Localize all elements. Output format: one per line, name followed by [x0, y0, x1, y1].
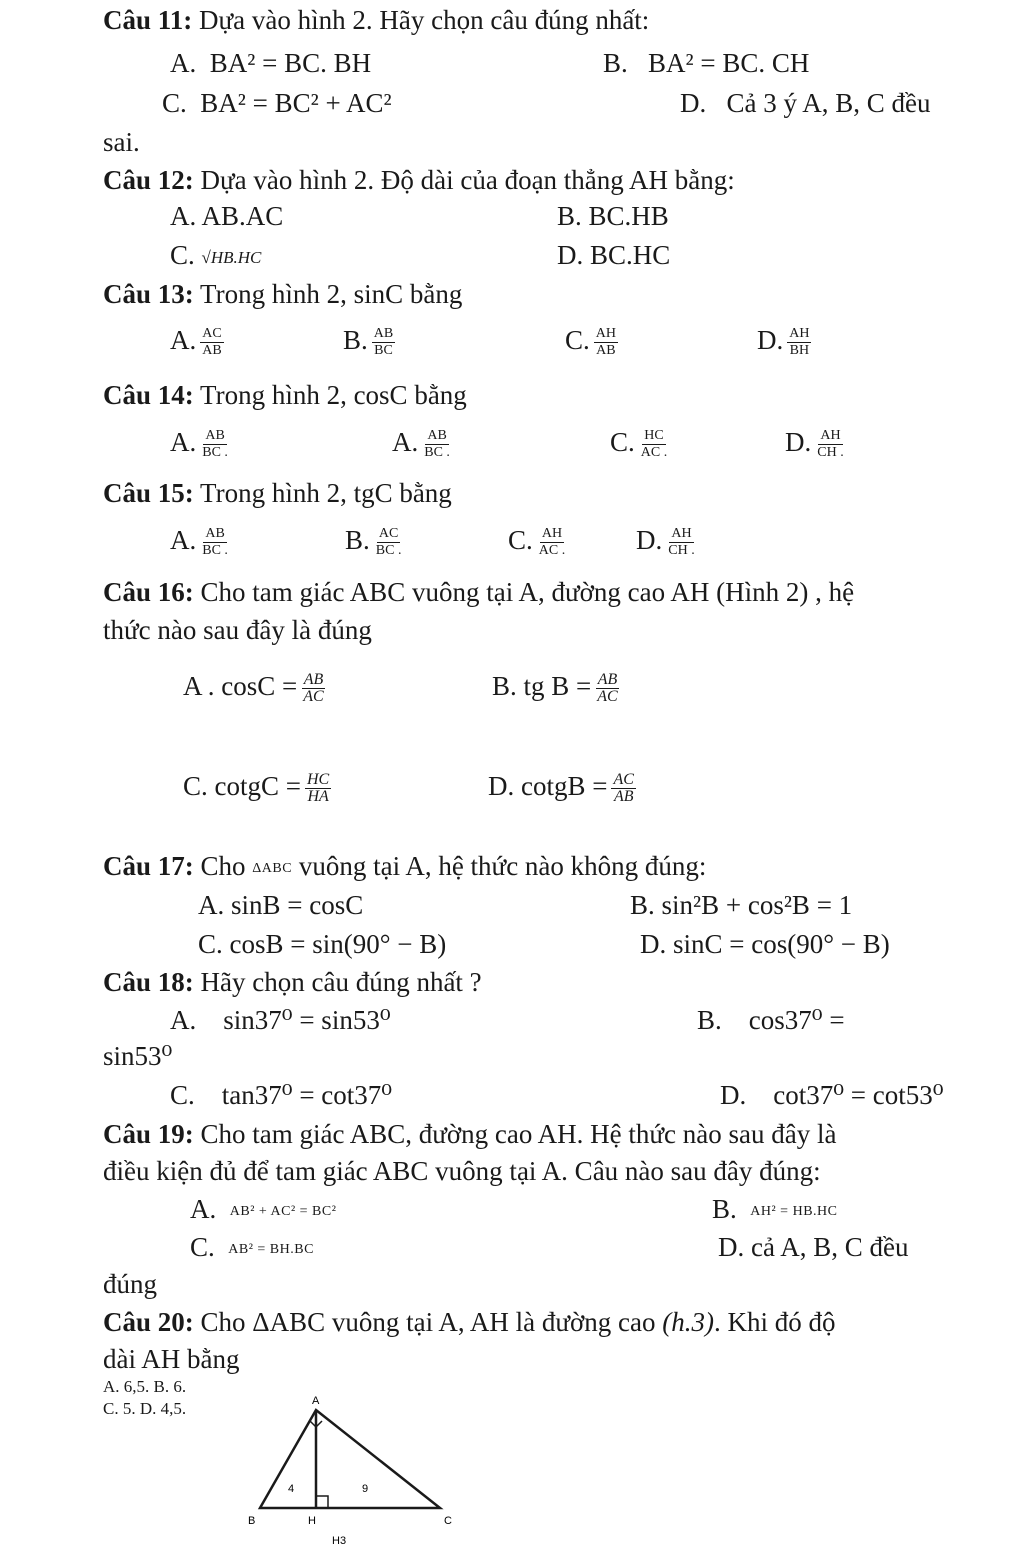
fraction: $\frac{HC}{HA}$: [306, 771, 330, 806]
q15-label: Câu 15:: [103, 478, 194, 508]
fraction: $\frac{HC}{AC .}$: [640, 428, 668, 461]
fraction: $\frac{AB}{BC .}$: [424, 428, 450, 461]
vertex-label-a: A: [312, 1395, 320, 1407]
q19-option-d: D. cả A, B, C đều: [718, 1232, 909, 1262]
q11-label: Câu 11:: [103, 5, 193, 35]
q17-option-c: C. cosB = sin(90° − B): [198, 929, 447, 959]
right-angle-mark-h: [316, 1496, 328, 1508]
q16-text: Cho tam giác ABC vuông tại A, đường cao AH (Hình 2) , hệ: [200, 577, 855, 607]
fraction: $\frac{AB}{AC}$: [597, 671, 618, 706]
fraction: $\frac{AH}{CH .}$: [668, 526, 695, 559]
q12-option-d: D. BC.HC: [557, 240, 671, 270]
q20-text-line2: dài AH bằng: [103, 1344, 240, 1374]
q12-option-a: A. AB.AC: [170, 201, 284, 231]
q18-option-b: B. cos37⁰ =: [697, 1005, 845, 1035]
triangle-figure-h3: [240, 1392, 470, 1552]
q14-text: Trong hình 2, cosC bằng: [200, 380, 467, 410]
fraction: $\frac{AC}{BC .}$: [375, 526, 402, 559]
fraction: $\frac{AB}{BC .}$: [202, 526, 228, 559]
q14-option-d: D. $\frac{AH}{CH .}$: [785, 427, 844, 461]
q13-option-c: C. $\frac{AH}{AB}$: [565, 325, 616, 359]
q12-sqrt-expr: √HB.HC: [201, 247, 262, 267]
q16-text-line2: thức nào sau đây là đúng: [103, 615, 372, 645]
q14-title: [103, 377, 467, 413]
q20-title: Câu 20: Cho ΔABC vuông tại A, AH là đường cao (h.3). Khi đó độ: [103, 1307, 836, 1337]
q11-option-c: C. BA² = BC² + AC²: [162, 88, 392, 118]
q19-label: Câu 19:: [103, 1119, 194, 1149]
q18-title: [103, 964, 482, 1000]
q15-text: Trong hình 2, tgC bằng: [200, 478, 452, 508]
fraction: $\frac{AC}{AB}$: [613, 771, 634, 806]
q17-option-d: D. sinC = cos(90° − B): [640, 929, 890, 959]
q13-label: Câu 13:: [103, 279, 194, 309]
figure-reference: (h.3): [662, 1307, 715, 1337]
q18-text: Hãy chọn câu đúng nhất ?: [200, 967, 482, 997]
q15-option-b: B. $\frac{AC}{BC .}$: [345, 525, 402, 559]
q13-title: [103, 276, 462, 312]
fraction: $\frac{AB}{BC}$: [373, 326, 394, 359]
q14-option-a: A. $\frac{AB}{BC .}$: [170, 427, 228, 461]
q12-title: [103, 162, 735, 198]
fraction: $\frac{AB}{AC}$: [303, 671, 324, 706]
fraction: $\frac{AH}{AB}$: [595, 326, 616, 359]
q19-option-a: A. AB² + AC² = BC²: [190, 1194, 337, 1224]
q19-text: Cho tam giác ABC, đường cao AH. Hệ thức nào sau đây là: [200, 1119, 837, 1149]
q13-option-d: D. $\frac{AH}{BH}$: [757, 325, 810, 359]
q18-label: Câu 18:: [103, 967, 194, 997]
q13-option-b: B. $\frac{AB}{BC}$: [343, 325, 394, 359]
q17-option-a: A. sinB = cosC: [198, 890, 364, 920]
q15-option-a: A. $\frac{AB}{BC .}$: [170, 525, 228, 559]
triangle-abc: [260, 1410, 440, 1508]
q11-option-b: B. BA² = BC. CH: [603, 48, 810, 78]
q17-option-b: B. sin²B + cos²B = 1: [630, 890, 853, 920]
q19-option-b: B. AH² = HB.HC: [712, 1194, 838, 1224]
q15-title: [103, 475, 452, 511]
q11-option-a: A. BA² = BC. BH: [170, 48, 372, 78]
q13-text: Trong hình 2, sinC bằng: [200, 279, 463, 309]
q12-option-b: B. BC.HB: [557, 201, 669, 231]
segment-hc-length: 9: [362, 1483, 369, 1495]
q19-continuation: đúng: [103, 1269, 157, 1299]
q16-title: [103, 574, 854, 610]
q19-text-line2: điều kiện đủ để tam giác ABC vuông tại A. Câu nào sau đây đúng:: [103, 1156, 821, 1186]
q19-option-c: C. AB² = BH.BC: [190, 1232, 314, 1262]
q15-option-d: D. $\frac{AH}{CH .}$: [636, 525, 695, 559]
q11-text: Dựa vào hình 2. Hãy chọn câu đúng nhất:: [199, 5, 650, 35]
q11-continuation: sai.: [103, 127, 140, 157]
q17-title: Câu 17: Cho ΔABC vuông tại A, hệ thức nào không đúng:: [103, 851, 707, 881]
q14-option-c: C. $\frac{HC}{AC .}$: [610, 427, 668, 461]
figure-caption: H3: [332, 1535, 347, 1547]
q14-label: Câu 14:: [103, 380, 194, 410]
q20-options-line1: A. 6,5. B. 6.: [103, 1377, 187, 1396]
fraction: $\frac{AH}{BH}$: [789, 326, 810, 359]
q12-text: Dựa vào hình 2. Độ dài của đoạn thẳng AH bằng:: [200, 165, 735, 195]
q18-continuation: sin53⁰: [103, 1041, 173, 1071]
q16-label: Câu 16:: [103, 577, 194, 607]
fraction: $\frac{AB}{BC .}$: [202, 428, 228, 461]
vertex-label-b: B: [248, 1515, 256, 1527]
q13-option-a: A. $\frac{AC}{AB}$: [170, 325, 222, 359]
q17-label: Câu 17:: [103, 851, 194, 881]
triangle-symbol: ΔABC: [252, 860, 293, 876]
q20-options-line2: C. 5. D. 4,5.: [103, 1399, 187, 1418]
q14-option-a-duplicate: A. $\frac{AB}{BC .}$: [392, 427, 450, 461]
q15-option-c: C. $\frac{AH}{AC .}$: [508, 525, 566, 559]
q18-option-a: A. sin37⁰ = sin53⁰: [170, 1005, 391, 1035]
fraction: $\frac{AH}{AC .}$: [538, 526, 566, 559]
q16-option-a: A . cosC = $\frac{AB}{AC}$: [183, 671, 324, 706]
q16-option-c: C. cotgC = $\frac{HC}{HA}$: [183, 771, 330, 806]
segment-bh-length: 4: [288, 1483, 295, 1495]
q16-option-d: D. cotgB = $\frac{AC}{AB}$: [488, 771, 634, 806]
fraction: $\frac{AH}{CH .}$: [817, 428, 844, 461]
q18-option-c: C. tan37⁰ = cot37⁰: [170, 1080, 393, 1110]
q20-label: Câu 20:: [103, 1307, 194, 1337]
q18-option-d: D. cot37⁰ = cot53⁰: [720, 1080, 944, 1110]
fraction: $\frac{AC}{AB}$: [202, 326, 222, 359]
q12-label: Câu 12:: [103, 165, 194, 195]
q11-title: [103, 2, 649, 38]
vertex-label-h: H: [308, 1515, 316, 1527]
q12-option-c: C. √HB.HC: [170, 240, 262, 270]
q16-option-b: B. tg B = $\frac{AB}{AC}$: [492, 671, 618, 706]
q19-title: [103, 1116, 836, 1152]
q11-option-d: D. Cả 3 ý A, B, C đều: [680, 88, 931, 118]
vertex-label-c: C: [444, 1515, 452, 1527]
